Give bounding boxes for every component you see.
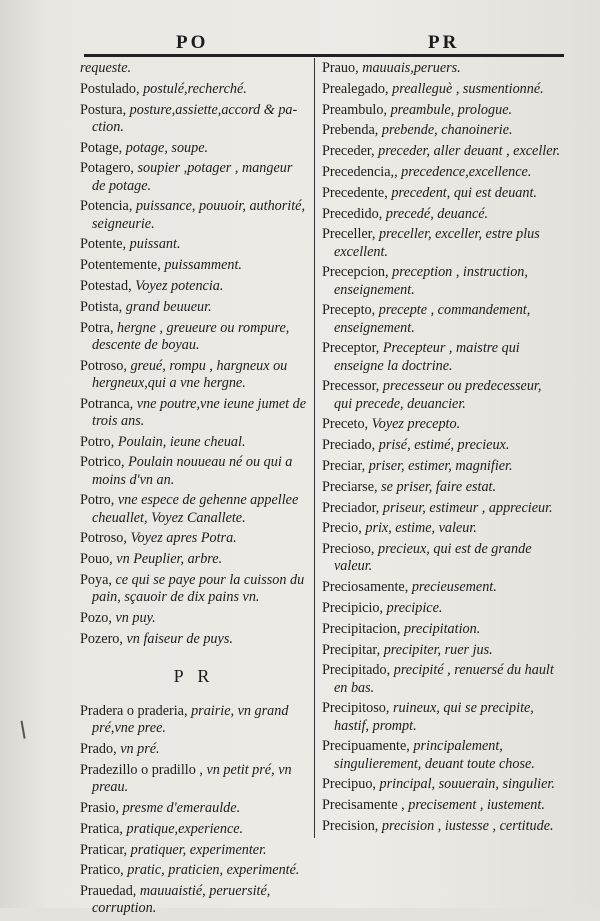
dictionary-entry xyxy=(80,278,308,295)
dictionary-entry xyxy=(322,378,562,412)
left-column xyxy=(80,60,308,921)
dictionary-entry xyxy=(322,500,562,517)
dictionary-entry xyxy=(322,264,562,298)
running-header xyxy=(84,30,562,56)
dictionary-entry xyxy=(80,299,308,316)
definition: Voyez precepto. xyxy=(371,416,461,433)
headword: Pradezillo o pradillo , xyxy=(80,761,207,778)
definition: priser, estimer, magnifier. xyxy=(368,457,513,474)
dictionary-entry xyxy=(80,257,308,274)
definition: prix, estime, valeur. xyxy=(365,520,477,537)
definition: greué, rompu , hargneux ou hergneux,qui a vne hergne. xyxy=(92,357,288,391)
dictionary-entry xyxy=(80,81,308,98)
dictionary-entry xyxy=(80,454,308,488)
definition: Voyez apres Potra. xyxy=(130,530,237,547)
dictionary-entry xyxy=(80,631,308,648)
headword: Precedencia,, xyxy=(322,163,402,180)
headword: Precio, xyxy=(322,520,366,537)
headword: Precepcion, xyxy=(322,264,393,281)
right-entries xyxy=(322,60,562,835)
dictionary-entry xyxy=(322,416,562,433)
dictionary-entry xyxy=(80,800,308,817)
dictionary-entry xyxy=(80,396,308,430)
dictionary-entry xyxy=(80,551,308,568)
definition: potage, soupe. xyxy=(125,139,209,156)
dictionary-entry xyxy=(322,302,562,336)
definition: puissance, pouuoir, authorité, seigneurie. xyxy=(92,198,306,232)
headword: Pratico, xyxy=(80,862,128,879)
definition: vn Peuplier, arbre. xyxy=(116,551,223,568)
dictionary-entry xyxy=(80,140,308,157)
definition: preceller, exceller, estre plus excellent. xyxy=(334,226,540,260)
left-entries-top xyxy=(80,60,308,648)
definition: precepte , commandement, enseignement. xyxy=(334,302,531,336)
dictionary-entry xyxy=(322,818,562,835)
headword: Preceller, xyxy=(322,226,379,243)
headword: Preceptor, xyxy=(322,340,383,357)
definition: prairie, vn grand pré,vne pree. xyxy=(92,703,289,737)
margin-mark xyxy=(21,719,34,738)
headword: Precioso, xyxy=(322,541,378,558)
headword: Precipitar, xyxy=(322,641,384,658)
dictionary-entry xyxy=(80,60,308,77)
dictionary-entry xyxy=(322,700,562,734)
headword: Precipitado, xyxy=(322,662,394,679)
definition: vn puy. xyxy=(115,609,156,626)
definition: precieusement. xyxy=(411,579,497,596)
dictionary-entry xyxy=(80,530,308,547)
definition: Poulain, ieune cheual. xyxy=(117,433,246,450)
headword: Pozero, xyxy=(80,630,127,647)
definition: Poulain nouueau né ou qui a moins d'vn an. xyxy=(92,454,293,488)
headword: Potranca, xyxy=(80,395,137,412)
headword: Precipuamente, xyxy=(322,738,414,755)
headword: Precepto, xyxy=(322,302,379,319)
headword: Precisamente , xyxy=(322,797,409,814)
dictionary-entry xyxy=(322,340,562,374)
headword: Pouo, xyxy=(80,551,117,568)
dictionary-entry xyxy=(322,122,562,139)
headword: Preciado, xyxy=(322,437,379,454)
dictionary-entry xyxy=(322,541,562,575)
right-column xyxy=(322,60,562,839)
headword: Preciosamente, xyxy=(322,579,412,596)
header-rule xyxy=(84,54,564,57)
dictionary-entry xyxy=(322,776,562,793)
headword: Potrico, xyxy=(80,454,129,471)
definition: vne espece de gehenne appellee cheuallet, Voyez Canallete. xyxy=(92,492,299,526)
column-divider xyxy=(314,58,315,838)
left-entries-bottom xyxy=(80,703,308,917)
headword: Precipicio, xyxy=(322,599,387,616)
dictionary-entry xyxy=(80,610,308,627)
header-right: PR xyxy=(428,32,460,53)
definition: precedence,excellence. xyxy=(401,163,532,180)
definition: puissamment. xyxy=(164,257,242,274)
headword: Praticar, xyxy=(80,841,131,858)
definition: vn petit pré, vn preau. xyxy=(92,761,292,796)
dictionary-entry xyxy=(80,572,308,606)
dictionary-entry xyxy=(322,479,562,496)
headword: Pozo, xyxy=(80,609,116,626)
headword: Potagero, xyxy=(80,160,138,177)
headword: Potro, xyxy=(80,492,118,509)
dictionary-entry xyxy=(80,762,308,796)
definition: precipice. xyxy=(386,599,443,616)
definition: pratiquer, experimenter. xyxy=(130,841,267,858)
headword: Potente, xyxy=(80,236,130,253)
definition: prealleguè , susmentionné. xyxy=(392,80,544,97)
headword: Preambulo, xyxy=(322,101,391,118)
dictionary-entry xyxy=(322,520,562,537)
definition: precesseur ou predecesseur, qui precede, deuancier. xyxy=(334,378,542,412)
definition: ruineux, qui se precipite, hastif, prompt. xyxy=(334,700,534,734)
definition: precipitation. xyxy=(403,620,481,637)
headword: Precedente, xyxy=(322,184,392,201)
dictionary-entry xyxy=(322,206,562,223)
definition: precipité , renuersé du hault en bas. xyxy=(334,662,554,696)
headword: Precipitoso, xyxy=(322,700,393,717)
headword: Precedido, xyxy=(322,205,386,222)
definition: soupier ,potager , mangeur de potage. xyxy=(92,160,293,194)
headword: Potro, xyxy=(80,433,118,450)
dictionary-entry xyxy=(80,236,308,253)
definition: presme d'emeraulde. xyxy=(122,799,241,816)
headword: Precision, xyxy=(322,817,382,834)
dictionary-entry xyxy=(80,741,308,758)
dictionary-entry xyxy=(80,160,308,194)
dictionary-entry xyxy=(80,703,308,737)
definition: precedé, deuancé. xyxy=(385,205,489,222)
headword: Pradera o praderia, xyxy=(80,703,192,720)
dictionary-entry xyxy=(80,821,308,838)
dictionary-entry xyxy=(322,738,562,772)
headword: Precessor, xyxy=(322,378,383,395)
definition: Voyez potencia. xyxy=(135,277,224,294)
definition: grand beuueur. xyxy=(125,298,212,315)
definition: principal, souuerain, singulier. xyxy=(379,776,555,793)
headword: Prebenda, xyxy=(322,122,382,139)
dictionary-entry xyxy=(80,198,308,232)
definition: pratic, praticien, experimenté. xyxy=(127,862,300,879)
headword: Prauedad, xyxy=(80,883,140,900)
headword: Pratica, xyxy=(80,820,127,837)
dictionary-entry xyxy=(322,81,562,98)
definition: vne poutre,vne ieune jumet de trois ans. xyxy=(92,395,306,429)
dictionary-entry xyxy=(322,226,562,260)
definition: posture,assiette,accord & pa-ction. xyxy=(92,101,298,135)
headword: Potroso, xyxy=(80,530,131,547)
dictionary-entry xyxy=(322,102,562,119)
dictionary-entry xyxy=(80,358,308,392)
headword: Preceto, xyxy=(322,416,372,433)
definition: priseur, estimeur , apprecieur. xyxy=(382,499,553,516)
definition: prisé, estimé, precieux. xyxy=(378,437,510,454)
definition: pratique,experience. xyxy=(126,820,244,837)
dictionary-entry xyxy=(322,185,562,202)
headword: Potage, xyxy=(80,139,126,156)
definition: puissant. xyxy=(129,236,181,253)
definition: precieux, qui est de grande valeur. xyxy=(334,541,532,575)
dictionary-entry xyxy=(80,883,308,917)
definition: preambule, prologue. xyxy=(390,101,513,118)
headword: Preciador, xyxy=(322,499,383,516)
dictionary-entry xyxy=(322,621,562,638)
headword: Potroso, xyxy=(80,357,131,374)
headword: Preciarse, xyxy=(322,478,382,495)
dictionary-entry xyxy=(322,164,562,181)
dictionary-entry xyxy=(322,579,562,596)
headword: Potista, xyxy=(80,298,126,315)
dictionary-entry xyxy=(322,458,562,475)
dictionary-entry xyxy=(322,60,562,77)
definition: preception , instruction, enseignement. xyxy=(334,264,528,298)
headword: Preciar, xyxy=(322,457,369,474)
headword: Prasio, xyxy=(80,799,123,816)
headword: Precipuo, xyxy=(322,776,380,793)
headword: Precipitacion, xyxy=(322,620,404,637)
headword: Postura, xyxy=(80,101,130,118)
definition: mauuais,peruers. xyxy=(362,60,461,76)
definition: precisement , iustement. xyxy=(408,797,545,814)
definition: vn faiseur de puys. xyxy=(126,630,233,647)
definition: precision , iustesse , certitude. xyxy=(381,817,554,834)
header-left: PO xyxy=(176,32,209,53)
definition: prebende, chanoinerie. xyxy=(381,122,513,139)
dictionary-entry xyxy=(322,600,562,617)
dictionary-entry xyxy=(322,662,562,696)
definition: ce qui se paye pour la cuisson du pain, sçauoir de dix pains vn. xyxy=(92,571,305,606)
headword: Postulado, xyxy=(80,80,144,97)
dictionary-entry xyxy=(322,797,562,814)
dictionary-entry xyxy=(80,320,308,354)
definition: vn pré. xyxy=(120,741,160,758)
dictionary-entry xyxy=(322,642,562,659)
headword: Potentemente, xyxy=(80,257,165,274)
headword: Prealegado, xyxy=(322,80,393,97)
headword: Prauo, xyxy=(322,60,363,76)
headword: Potencia, xyxy=(80,198,136,215)
definition: precedent, qui est deuant. xyxy=(391,184,537,201)
definition: preceder, aller deuant , exceller. xyxy=(378,143,561,160)
headword: Preceder, xyxy=(322,143,379,160)
definition: requeste. xyxy=(80,60,132,76)
definition: se priser, faire estat. xyxy=(381,478,497,495)
section-title: P R xyxy=(173,665,215,686)
definition: postulé,recherché. xyxy=(143,80,247,97)
dictionary-entry xyxy=(322,437,562,454)
definition: hergne , greueure ou rompure, descente de boyau. xyxy=(92,319,290,353)
dictionary-entry xyxy=(80,842,308,859)
dictionary-entry xyxy=(80,102,308,136)
headword: Prado, xyxy=(80,741,121,758)
headword: Potestad, xyxy=(80,277,136,294)
dictionary-entry xyxy=(322,143,562,160)
dictionary-entry xyxy=(80,434,308,451)
definition: mauuaistié, peruersité, corruption. xyxy=(92,883,271,917)
definition: Precepteur , maistre qui enseigne la doctrine. xyxy=(334,340,520,374)
headword: Poya, xyxy=(80,571,116,588)
dictionary-entry xyxy=(80,492,308,526)
headword: Potra, xyxy=(80,319,118,336)
definition: principalement, singulierement, deuant toute chose. xyxy=(334,738,535,772)
definition: precipiter, ruer jus. xyxy=(383,641,493,658)
dictionary-entry xyxy=(80,862,308,879)
